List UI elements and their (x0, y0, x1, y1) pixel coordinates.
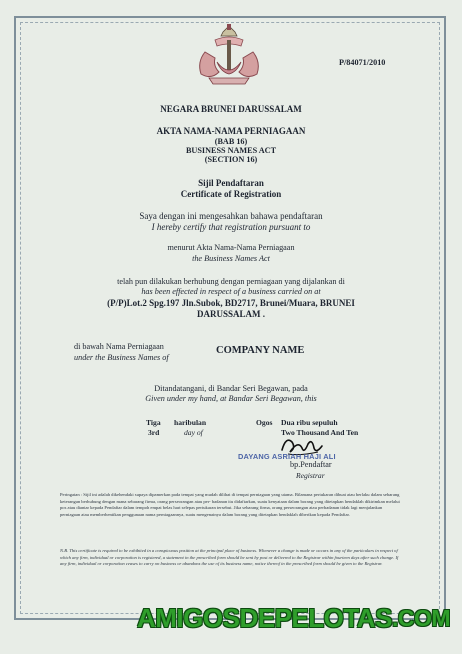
signed-malay: Ditandatangani, di Bandar Seri Begawan, pada (154, 384, 308, 393)
signed-english: Given under my hand, at Bandar Seri Begawan, this (145, 394, 317, 403)
section-english: (SECTION 16) (204, 155, 258, 164)
certify-malay: Saya dengan ini mengesahkan bahawa pendaftaran (139, 211, 323, 221)
brunei-crest-icon (191, 22, 267, 88)
certificate-title-malay: Sijil Pendaftaran (198, 178, 264, 188)
state-name: NEGARA BRUNEI DARUSSALAM (160, 104, 302, 114)
notes-malay-text: Sijil ini adalah dikehendaki supaya dipamerkan pada tempat yang mudah dilihat di tempat perniagaan yang utama. Bilamana pertukaran dibuat atau berlaku dalam sebarang keterangan berhubung dengan mana sebarang firma, orang perseorangan atau per- badanan itu didaftarkan, suatu kenyataan dalam borang yang ditetapkan hendaklah dikirimkan melalui pos atau diantar kepada Pendaftar dalam tempoh empat belas hari selepas pertukaran tersebut. Jika sebarang firma, orang perseorangan atau perbadanan tidak lagi menjalankan perniagaan atau memberhentikan penggunaan nama perniagaannya, suatu mengenainya dalam borang yang ditetapkan hendaklah diberikan kepada Pendaftar. (60, 492, 400, 517)
business-name-label-malay: di bawah Nama Perniagaan (74, 342, 164, 351)
business-name-label-english: under the Business Names of (74, 353, 169, 362)
act-malay: AKTA NAMA-NAMA PERNIAGAAN (156, 126, 306, 136)
date-day-malay: Tiga (146, 418, 161, 427)
effected-malay: telah pun dilakukan berhubung dengan perniagaan yang dijalankan di (117, 277, 345, 286)
date-day-english: 3rd (148, 428, 160, 437)
site-watermark (137, 598, 450, 638)
business-address-line2: DARUSSALAM . (196, 309, 265, 319)
reference-number: P/84071/2010 (339, 58, 386, 67)
date-month-malay: Ogos (256, 418, 273, 427)
watermark-main: AMIGOSDEPELOTAS (137, 602, 392, 633)
pursuant-english: the Business Names Act (192, 254, 270, 263)
certify-english: I hereby certify that registration pursuant to (151, 222, 311, 232)
date-year-malay: Dua ribu sepuluh (281, 418, 338, 427)
act-english: BUSINESS NAMES ACT (185, 146, 277, 155)
notes-english: N.B. This certificate is required to be exhibited in a conspicuous position at the principal place of business. Whenever a change is made or occurs in any of the particulars in respect of which any firm, individual or corporation is registered, a statement in the prescribed form should be sent by post or delivered to the Registrar within fourteen days after such change. If any firm, individual or corporation ceases to carry on business or abandons the use of its business name, notice thereof in the prescribed form should be given to the Registrar. (60, 548, 399, 567)
notes-malay (60, 492, 400, 518)
registrar-title-english: Registrar (296, 471, 325, 480)
date-day-of: day of (184, 428, 203, 437)
registrar-title-malay: bp.Pendaftar (290, 460, 332, 469)
business-name-value: COMPANY NAME (216, 345, 305, 356)
notes-malay-label: Peringatan : (60, 492, 83, 497)
watermark-suffix: .COM (391, 604, 450, 631)
registrar-stamp: DAYANG ASRIAH HAJI ALI (238, 452, 336, 461)
date-year-english: Two Thousand And Ten (281, 428, 359, 437)
business-address-line1: (P/P)Lot.2 Spg.197 Jln.Subok, BD2717, Brunei/Muara, BRUNEI (107, 298, 355, 308)
effected-english: has been effected in respect of a business carried on at (141, 287, 321, 296)
date-haribulan: haribulan (174, 418, 207, 427)
certificate-title-english: Certificate of Registration (180, 189, 282, 199)
chapter-malay: (BAB 16) (214, 137, 248, 146)
pursuant-malay: menurut Akta Nama-Nama Perniagaan (167, 243, 295, 252)
